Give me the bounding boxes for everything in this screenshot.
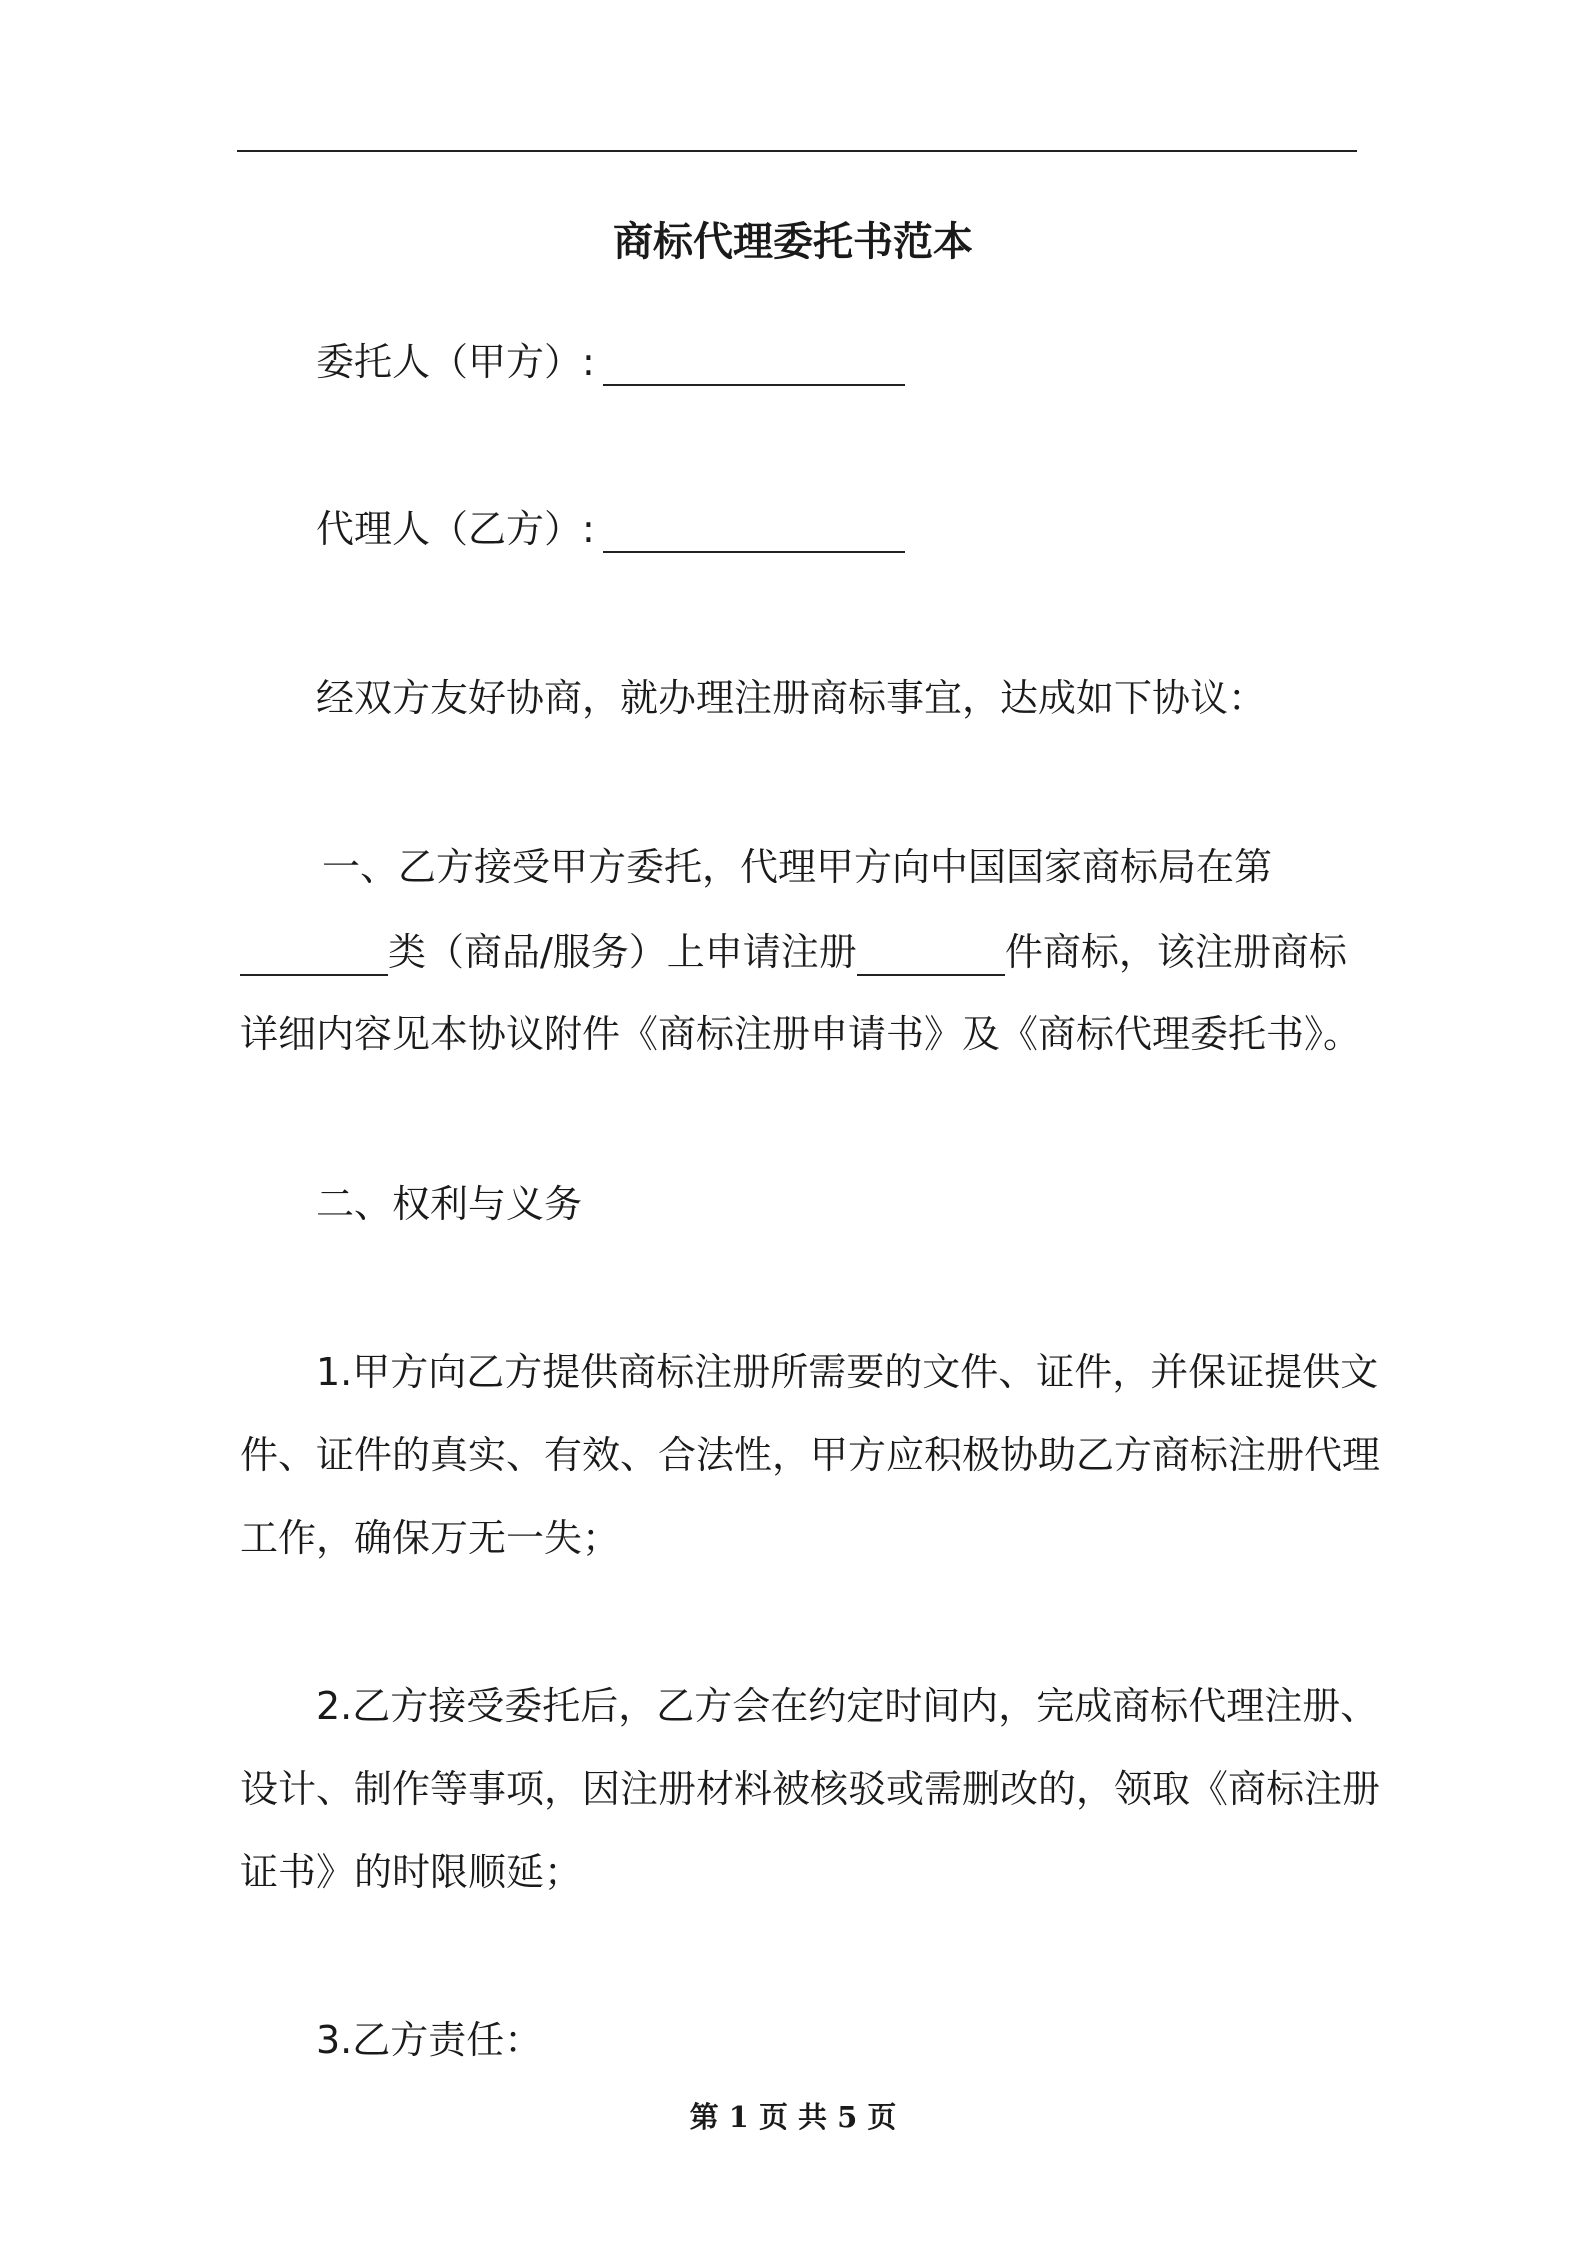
page-number: 第 1 页 共 5 页 xyxy=(689,2100,897,2134)
item2-line3: 证书》的时限顺延； xyxy=(240,1850,583,1894)
item3-heading: 3.乙方责任： xyxy=(316,2018,543,2062)
item2-line2: 设计、制作等事项，因注册材料被核驳或需删改的，领取《商标注册 xyxy=(240,1767,1381,1811)
item1-line2: 件、证件的真实、有效、合法性，甲方应积极协助乙方商标注册代理 xyxy=(240,1433,1381,1477)
clause1-line2-a: 类（商品/服务）上申请注册 xyxy=(388,930,857,974)
item1-line3: 工作，确保万无一失； xyxy=(240,1516,621,1560)
document-title: 商标代理委托书范本 xyxy=(613,219,973,265)
item2-line1: 2.乙方接受委托后，乙方会在约定时间内，完成商标代理注册、 xyxy=(316,1684,1379,1728)
principal-label: 委托人（甲方）: xyxy=(316,340,595,384)
agent-line xyxy=(316,505,1356,553)
item1-line1: 1.甲方向乙方提供商标注册所需要的文件、证件，并保证提供文 xyxy=(316,1350,1379,1394)
clause1-line2-b: 件商标，该注册商标 xyxy=(1004,930,1347,974)
clause1-line2 xyxy=(240,928,1356,976)
intro-paragraph: 经双方友好协商，就办理注册商标事宜，达成如下协议： xyxy=(316,676,1267,720)
header-rule xyxy=(237,150,1357,152)
page-footer xyxy=(0,2095,1586,2136)
principal-blank[interactable] xyxy=(603,344,905,386)
class-number-blank[interactable] xyxy=(240,934,388,976)
section2-heading: 二、权利与义务 xyxy=(316,1182,583,1226)
agent-blank[interactable] xyxy=(603,511,905,553)
clause1-line1: 一、乙方接受甲方委托，代理甲方向中国国家商标局在第 xyxy=(322,845,1273,889)
trademark-count-blank[interactable] xyxy=(857,934,1005,976)
principal-line xyxy=(316,338,1356,386)
agent-label: 代理人（乙方）: xyxy=(316,507,595,551)
clause1-line3: 详细内容见本协议附件《商标注册申请书》及《商标代理委托书》。 xyxy=(240,1012,1362,1056)
